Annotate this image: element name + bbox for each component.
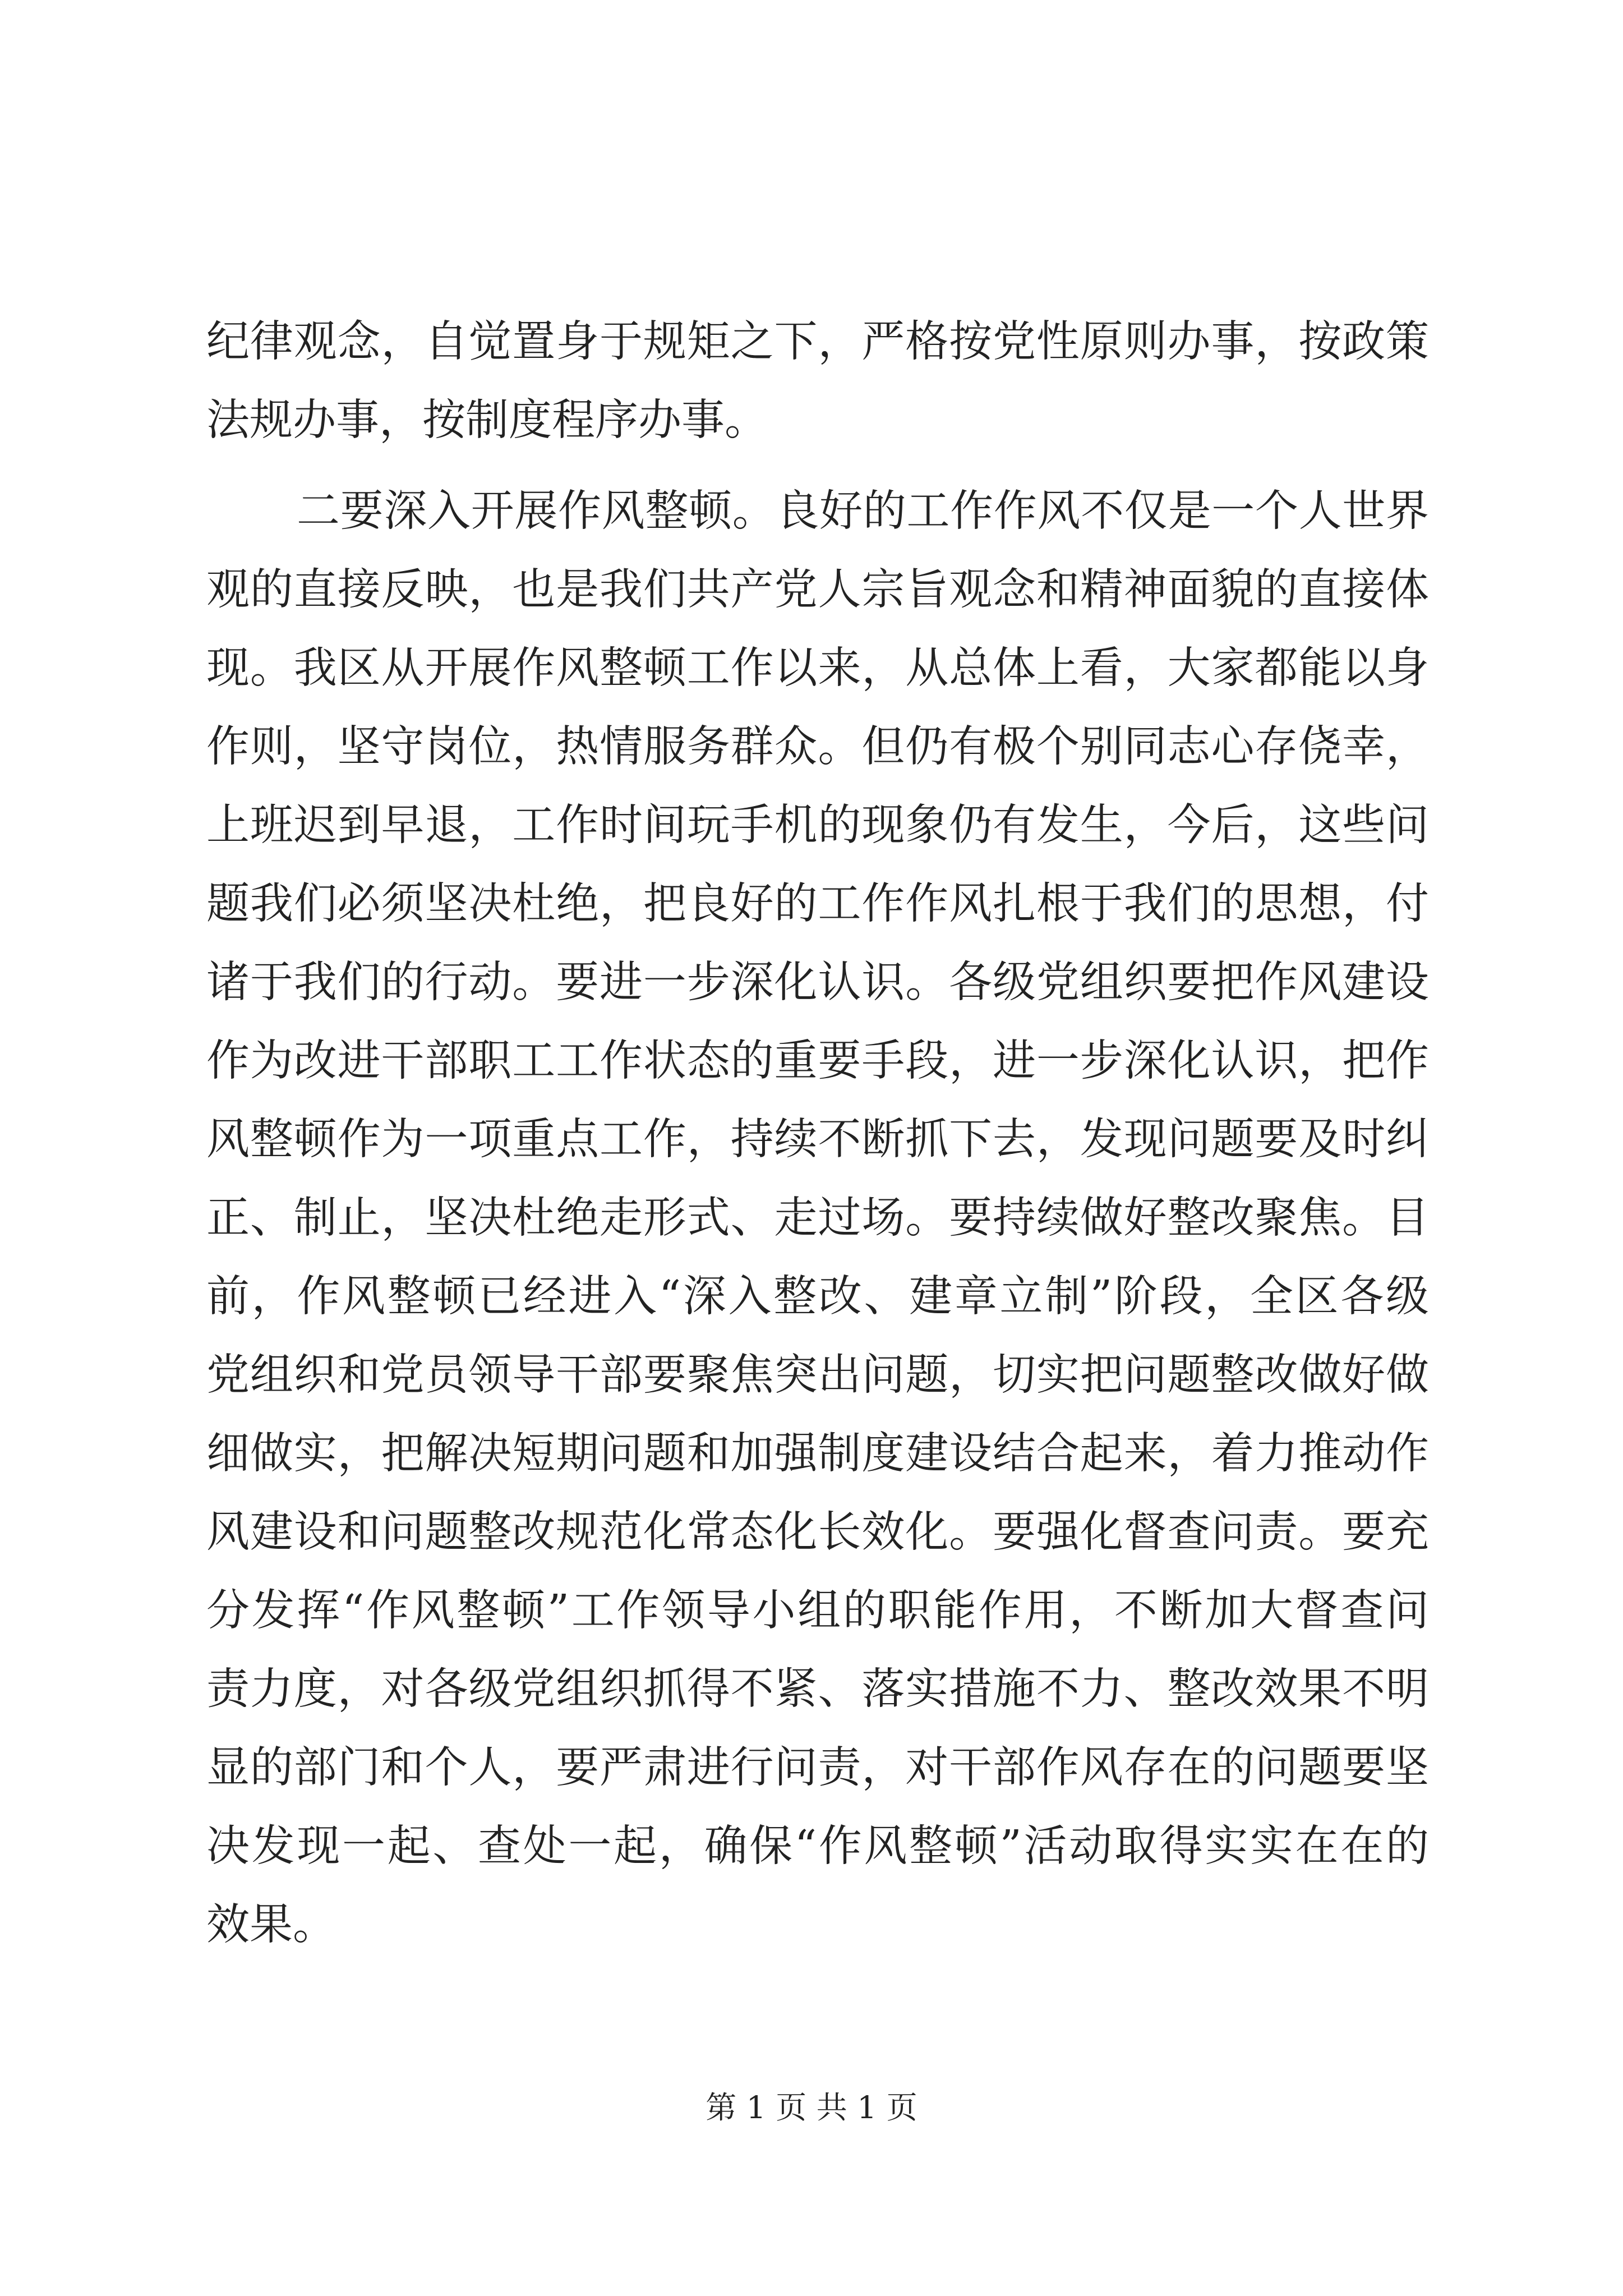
paragraph-line-14: 党组织和党员领导干部要聚焦突出问题，切实把问题整改做好做	[206, 1350, 1429, 1400]
paragraph-line-13: 前，作风整顿已经进入“深入整改、建章立制”阶段，全区各级	[206, 1272, 1429, 1322]
paragraph-line-4: 观的直接反映，也是我们共产党人宗旨观念和精神面貌的直接体	[206, 565, 1429, 615]
paragraph-line-21: 效果。	[206, 1900, 336, 1950]
paragraph-line-16: 风建设和问题整改规范化常态化长效化。要强化督查问责。要充	[206, 1507, 1429, 1557]
paragraph-line-18: 责力度，对各级党组织抓得不紧、落实措施不力、整改效果不明	[206, 1664, 1429, 1714]
paragraph-line-19: 显的部门和个人，要严肃进行问责，对干部作风存在的问题要坚	[206, 1743, 1429, 1793]
paragraph-line-1: 纪律观念，自觉置身于规矩之下，严格按党性原则办事，按政策	[206, 317, 1429, 367]
paragraph-line-10: 作为改进干部职工工作状态的重要手段，进一步深化认识，把作	[206, 1036, 1429, 1086]
paragraph-line-9: 诸于我们的行动。要进一步深化认识。各级党组织要把作风建设	[206, 958, 1429, 1007]
paragraph-line-12: 正、制止，坚决杜绝走形式、走过场。要持续做好整改聚焦。目	[206, 1193, 1429, 1243]
paragraph-line-2: 法规办事，按制度程序办事。	[206, 395, 768, 445]
paragraph-line-8: 题我们必须坚决杜绝，把良好的工作作风扎根于我们的思想，付	[206, 879, 1429, 929]
paragraph-line-5: 现。我区从开展作风整顿工作以来，从总体上看，大家都能以身	[206, 643, 1429, 693]
paragraph-line-3: 二要深入开展作风整顿。良好的工作作风不仅是一个人世界	[297, 486, 1429, 536]
paragraph-line-6: 作则，坚守岗位，热情服务群众。但仍有极个别同志心存侥幸，	[206, 722, 1429, 772]
page-number-footer: 第 1 页 共 1 页	[706, 2090, 917, 2125]
paragraph-line-11: 风整顿作为一项重点工作，持续不断抓下去，发现问题要及时纠	[206, 1115, 1429, 1165]
paragraph-line-7: 上班迟到早退，工作时间玩手机的现象仍有发生，今后，这些问	[206, 800, 1429, 850]
paragraph-line-15: 细做实，把解决短期问题和加强制度建设结合起来，着力推动作	[206, 1429, 1429, 1479]
paragraph-line-17: 分发挥“作风整顿”工作领导小组的职能作用，不断加大督查问	[206, 1586, 1429, 1636]
paragraph-line-20: 决发现一起、查处一起，确保“作风整顿”活动取得实实在在的	[206, 1821, 1429, 1871]
